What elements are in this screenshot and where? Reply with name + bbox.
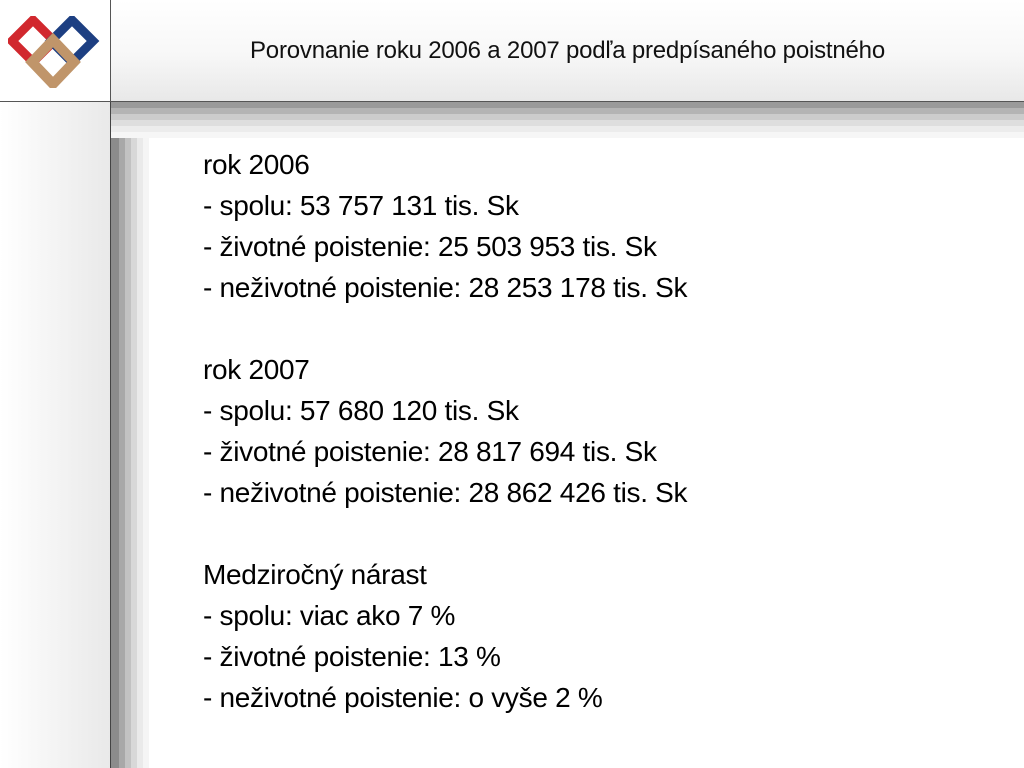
- logo-box: [0, 0, 111, 102]
- list-item: - spolu: 57 680 120 tis. Sk: [203, 395, 519, 426]
- list-item: - životné poistenie: 13 %: [203, 641, 501, 672]
- list-item: - spolu: 53 757 131 tis. Sk: [203, 190, 519, 221]
- sidebar-shadow: [143, 102, 149, 768]
- list-item: - neživotné poistenie: 28 862 426 tis. Sk: [203, 477, 688, 508]
- spacer: [203, 513, 983, 554]
- spacer: [203, 308, 983, 349]
- header-shadow: [111, 132, 1024, 138]
- section-heading: Medziročný nárast: [203, 559, 427, 590]
- logo-tan-diamond: [32, 40, 74, 84]
- sidebar-shadow: [111, 102, 119, 768]
- list-item: - neživotné poistenie: 28 253 178 tis. Sk: [203, 272, 688, 303]
- list-item: - spolu: viac ako 7 %: [203, 600, 456, 631]
- section-heading: rok 2006: [203, 149, 310, 180]
- page-title: Porovnanie roku 2006 a 2007 podľa predpísaného poistného: [250, 37, 885, 64]
- list-item: - životné poistenie: 28 817 694 tis. Sk: [203, 436, 657, 467]
- section-heading: rok 2007: [203, 354, 310, 385]
- list-item: - životné poistenie: 25 503 953 tis. Sk: [203, 231, 657, 262]
- slide-content: [203, 144, 983, 718]
- logo-icon: [8, 16, 100, 88]
- left-sidebar: [0, 102, 111, 768]
- list-item: - neživotné poistenie: o vyše 2 %: [203, 682, 603, 713]
